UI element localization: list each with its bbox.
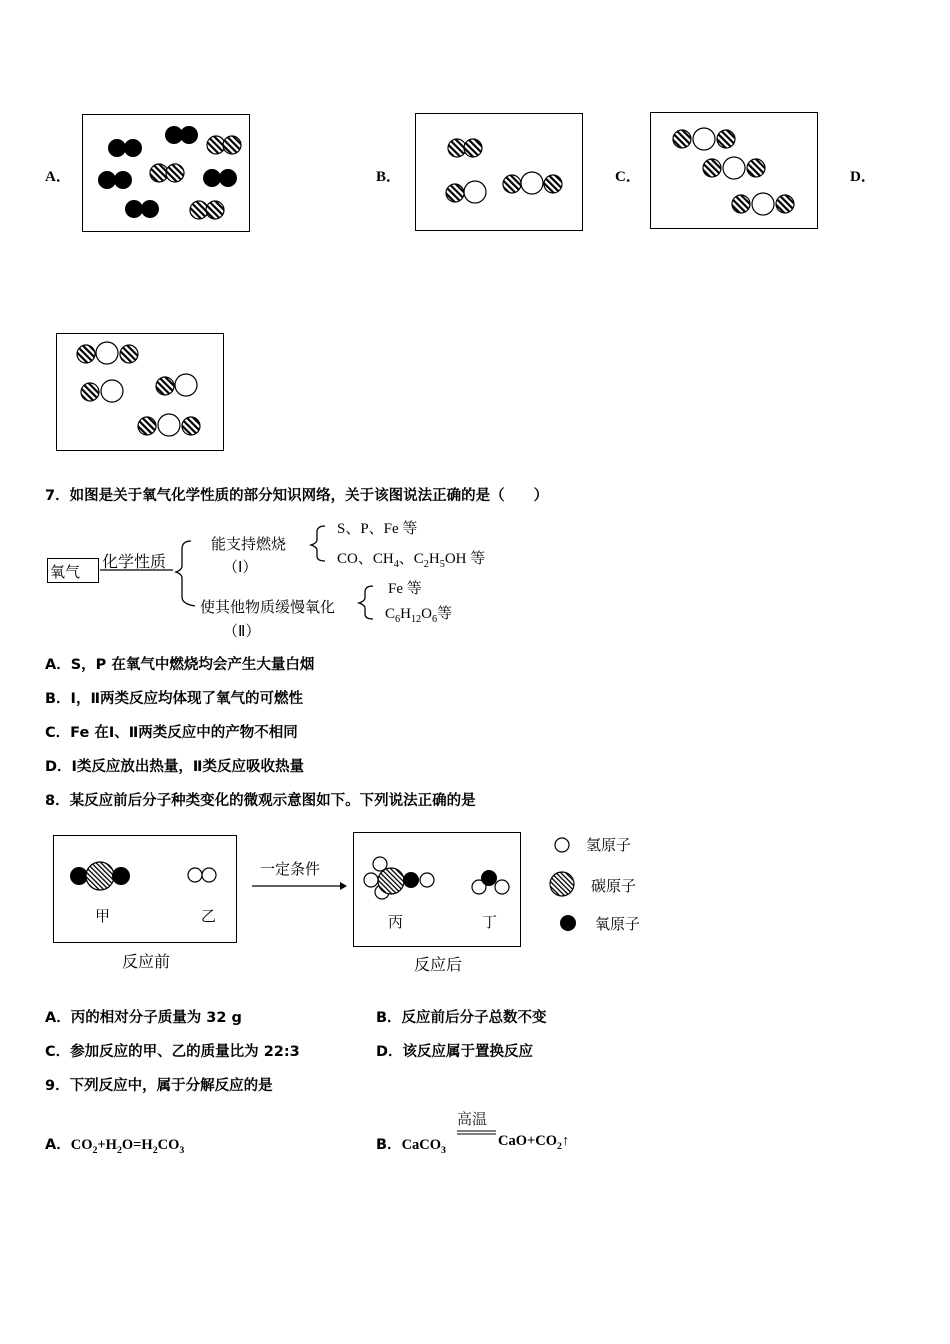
bing-label: 丙 [388, 913, 404, 931]
branch2-item2: $C_6H_{12}O_6$等 [385, 606, 453, 625]
oxygen-knowledge-network [45, 514, 515, 644]
o2-molecule [125, 200, 159, 218]
before-box [53, 835, 237, 943]
q8-option-d: D．该反应属于置换反应 [376, 1044, 534, 1060]
q7-stem: 7．如图是关于氧气化学性质的部分知识网络，关于该图说法正确的是（ ） [45, 488, 549, 504]
q8-option-b: B．反应前后分子总数不变 [376, 1010, 547, 1026]
option-b-diagram [415, 113, 583, 231]
n2-molecule [150, 164, 184, 182]
option-b-label: B． [376, 169, 402, 185]
q7-option-a: A．S，P 在氧气中燃烧均会产生大量白烟 [45, 657, 315, 673]
option-a-label: A． [45, 169, 71, 185]
high-temperature-condition: 高温 [457, 1110, 488, 1128]
branch1-item2: CO、$CH_4$、$C_2H_5OH$ 等 [337, 551, 486, 570]
co2-molecule [70, 862, 130, 890]
option-d-label: D． [850, 169, 876, 185]
q9-option-b: B．CaCO$_3$ [376, 1137, 446, 1156]
q9-option-b-products: $CaO+CO_2↑$ [498, 1133, 570, 1152]
reaction-diagram [50, 828, 660, 978]
o2-molecule [108, 139, 142, 157]
before-label: 反应前 [122, 952, 171, 971]
q7-option-d: D．Ⅰ类反应放出热量，Ⅱ类反应吸收热量 [45, 759, 304, 775]
option-c-label: C． [615, 169, 641, 185]
h2-molecule [188, 868, 216, 882]
reaction-arrow [250, 878, 350, 894]
h2o-molecule [472, 870, 509, 894]
legend-hydrogen: 氢原子 [586, 836, 632, 854]
ding-label: 丁 [482, 913, 498, 931]
branch1-item1: S、P、Fe 等 [337, 521, 418, 537]
q7-option-c: C．Fe 在Ⅰ、Ⅱ两类反应中的产物不相同 [45, 725, 298, 741]
after-label: 反应后 [414, 955, 463, 974]
branch1-tag: （Ⅰ） [223, 558, 258, 576]
o2-molecule [98, 171, 132, 189]
root-text: 氧气 [50, 563, 81, 581]
ch3oh-molecule [364, 857, 434, 899]
option-c-diagram [650, 112, 818, 229]
after-box [353, 832, 521, 947]
o2-molecule [165, 126, 198, 144]
q8-option-a: A．丙的相对分子质量为 32 g [45, 1010, 242, 1026]
equilibrium-double-line [456, 1129, 498, 1137]
q7-option-b: B．Ⅰ，Ⅱ两类反应均体现了氧气的可燃性 [45, 691, 303, 707]
q8-stem: 8．某反应前后分子种类变化的微观示意图如下。下列说法正确的是 [45, 793, 476, 809]
n2-molecule [207, 136, 241, 154]
legend-oxygen: 氧原子 [595, 915, 641, 933]
o2-molecule [203, 169, 237, 187]
condition-label: 一定条件 [260, 860, 321, 878]
branch2-item1: Fe 等 [388, 581, 422, 597]
option-d-diagram [56, 333, 224, 451]
q9-stem: 9．下列反应中，属于分解反应的是 [45, 1078, 273, 1094]
legend-carbon: 碳原子 [591, 877, 637, 895]
yi-label: 乙 [201, 907, 217, 925]
property-text: 化学性质 [102, 552, 167, 571]
option-a-diagram [82, 114, 250, 232]
q8-option-c: C．参加反应的甲、乙的质量比为 22:3 [45, 1044, 300, 1060]
n2-molecule [190, 201, 224, 219]
jia-label: 甲 [95, 907, 111, 925]
branch2-tag: （Ⅱ） [223, 622, 261, 640]
q9-option-a: A．$CO_2+H_2O=H_2CO_3$ [45, 1137, 185, 1156]
branch1-text: 能支持燃烧 [211, 535, 287, 553]
branch2-text: 使其他物质缓慢氧化 [200, 598, 336, 616]
legend-icons [548, 832, 588, 942]
